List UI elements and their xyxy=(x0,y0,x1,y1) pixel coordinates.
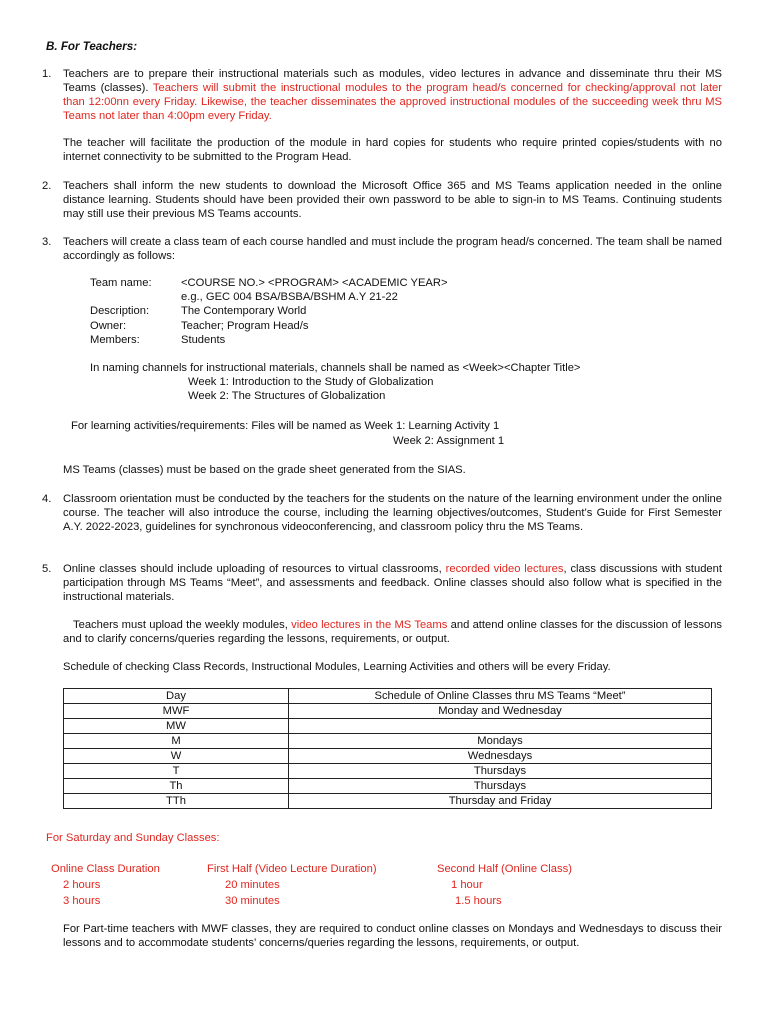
team-name-value: <COURSE NO.> <PROGRAM> <ACADEMIC YEAR> xyxy=(181,277,448,289)
description-value: The Contemporary World xyxy=(181,305,307,317)
recorded-video-lectures-text: recorded video lectures xyxy=(445,563,564,575)
table-cell-day: TTh xyxy=(64,794,289,809)
table-row xyxy=(64,779,712,794)
activities-text: For learning activities/requirements: Files will be named as Week 1: Learning Activity 1 xyxy=(71,420,500,432)
channels-text: In naming channels for instructional materials, channels shall be named as <Week><Chapter Title> xyxy=(90,362,581,374)
table-cell-schedule: Monday and Wednesday xyxy=(289,704,712,719)
item-number: 1. xyxy=(42,68,52,80)
table-row xyxy=(64,764,712,779)
item-5-text: Online classes should include uploading of resources to virtual classrooms, recorded video lectures, class discussions with student participation through MS Teams “Meet”, and assessments and feedback. Online classes should also follow what is specified in the instructional materials. xyxy=(63,563,722,603)
sias-text: MS Teams (classes) must be based on the grade sheet generated from the SIAS. xyxy=(63,464,466,476)
owner-label: Owner: xyxy=(90,320,127,332)
video-lectures-text: video lectures in the MS Teams xyxy=(291,619,448,631)
table-header-schedule: Schedule of Online Classes thru MS Teams “Meet” xyxy=(289,689,712,704)
item-number: 3. xyxy=(42,236,52,248)
table-cell-day: W xyxy=(64,749,289,764)
list-item-1 xyxy=(42,67,722,123)
first-half-cell: 30 minutes xyxy=(225,895,280,907)
members-value: Students xyxy=(181,334,226,346)
table-row xyxy=(64,794,712,809)
table-cell-day: Th xyxy=(64,779,289,794)
item-4-text: Classroom orientation must be conducted by the teachers for the students on the nature of the learning environment under the online course. The teacher will also introduce the course, including the learning objectives/outcomes, Student’s Guide for First Semester A.Y. 2022-2023, guidelines for synchronous videoconferencing, and classroom policy thru the MS Teams. xyxy=(63,493,722,533)
channel-week-2: Week 2: The Structures of Globalization xyxy=(188,390,386,402)
first-half-cell: 20 minutes xyxy=(225,879,280,891)
duration-cell: 3 hours xyxy=(63,895,101,907)
checking-schedule-text: Schedule of checking Class Records, Instructional Modules, Learning Activities and others will be every Friday. xyxy=(63,661,611,673)
members-label: Members: xyxy=(90,334,140,346)
table-cell-schedule xyxy=(289,719,712,734)
table-cell-day: T xyxy=(64,764,289,779)
schedule-table xyxy=(63,688,712,809)
item-2-text: Teachers shall inform the new students to download the Microsoft Office 365 and MS Teams application needed in the online distance learning. Students should have been provided their own password to be able to sign-in to MS Teams. Continuing students may still use their previous MS Teams accounts. xyxy=(63,180,722,220)
duration-col-header: Online Class Duration xyxy=(51,863,160,875)
item-number: 5. xyxy=(42,563,52,575)
item-number: 2. xyxy=(42,180,52,192)
duration-cell: 2 hours xyxy=(63,879,101,891)
table-cell-schedule: Wednesdays xyxy=(289,749,712,764)
second-half-cell: 1.5 hours xyxy=(455,895,502,907)
table-row xyxy=(64,734,712,749)
item-1-paragraph-2: The teacher will facilitate the production of the module in hard copies for students who require printed copies/students with no internet connectivity to be submitted to the Program Head. xyxy=(63,137,722,163)
owner-value: Teacher; Program Head/s xyxy=(181,320,309,332)
table-cell-schedule: Thursdays xyxy=(289,779,712,794)
table-cell-schedule: Thursday and Friday xyxy=(289,794,712,809)
table-row xyxy=(64,704,712,719)
weekend-title: For Saturday and Sunday Classes: xyxy=(46,832,220,844)
table-row xyxy=(64,719,712,734)
second-half-col-header: Second Half (Online Class) xyxy=(437,863,572,875)
item-number: 4. xyxy=(42,493,52,505)
item-1-text: Teachers are to prepare their instructional materials such as modules, video lectures in advance and disseminate thru their MS Teams (classes). Teachers will submit the instructional modules to the program head/s concerned for checking/approval not later than 12:00nn every Friday. Likewise, the teacher disseminates the approved instructional modules of the succeeding week thru MS Teams not later than 4:00pm every Friday. xyxy=(63,68,723,122)
second-half-cell: 1 hour xyxy=(451,879,483,891)
table-row xyxy=(64,749,712,764)
item-5-paragraph-2: Teachers must upload the weekly modules, video lectures in the MS Teams and attend online classes for the discussion of lessons and to clarify concerns/queries regarding the lessons, requirements, or output. xyxy=(63,619,723,645)
list-item-3 xyxy=(42,235,722,263)
item-3-text: Teachers will create a class team of each course handled and must include the program head/s concerned. The team shall be named accordingly as follows: xyxy=(63,236,722,262)
activities-week-2: Week 2: Assignment 1 xyxy=(393,435,505,447)
list-item-4 xyxy=(42,492,722,534)
team-name-label: Team name: xyxy=(90,277,152,289)
item-1-red-text: Teachers will submit the instructional modules to the program head/s concerned for checking/approval not later than 12:00nn every Friday. Likewise, the teacher disseminates the approved instructional modules of the succeeding week thru MS Teams not later than 4:00pm every Friday. xyxy=(63,82,723,122)
channel-week-1: Week 1: Introduction to the Study of Globalization xyxy=(188,376,434,388)
team-name-example: e.g., GEC 004 BSA/BSBA/BSHM A.Y 21-22 xyxy=(181,291,398,303)
list-item-2 xyxy=(42,179,722,221)
parttime-text: For Part-time teachers with MWF classes, they are required to conduct online classes on Mondays and Wednesdays to discuss their lessons and to accommodate students’ concerns/queries regarding the lessons, requirements, or output. xyxy=(63,923,722,949)
list-item-5 xyxy=(42,562,722,604)
table-header-row xyxy=(64,689,712,704)
table-cell-schedule: Thursdays xyxy=(289,764,712,779)
section-heading: B. For Teachers: xyxy=(46,40,138,53)
first-half-col-header: First Half (Video Lecture Duration) xyxy=(207,863,377,875)
table-cell-schedule: Mondays xyxy=(289,734,712,749)
table-cell-day: M xyxy=(64,734,289,749)
table-cell-day: MW xyxy=(64,719,289,734)
description-label: Description: xyxy=(90,305,150,317)
table-cell-day: MWF xyxy=(64,704,289,719)
table-header-day: Day xyxy=(64,689,289,704)
